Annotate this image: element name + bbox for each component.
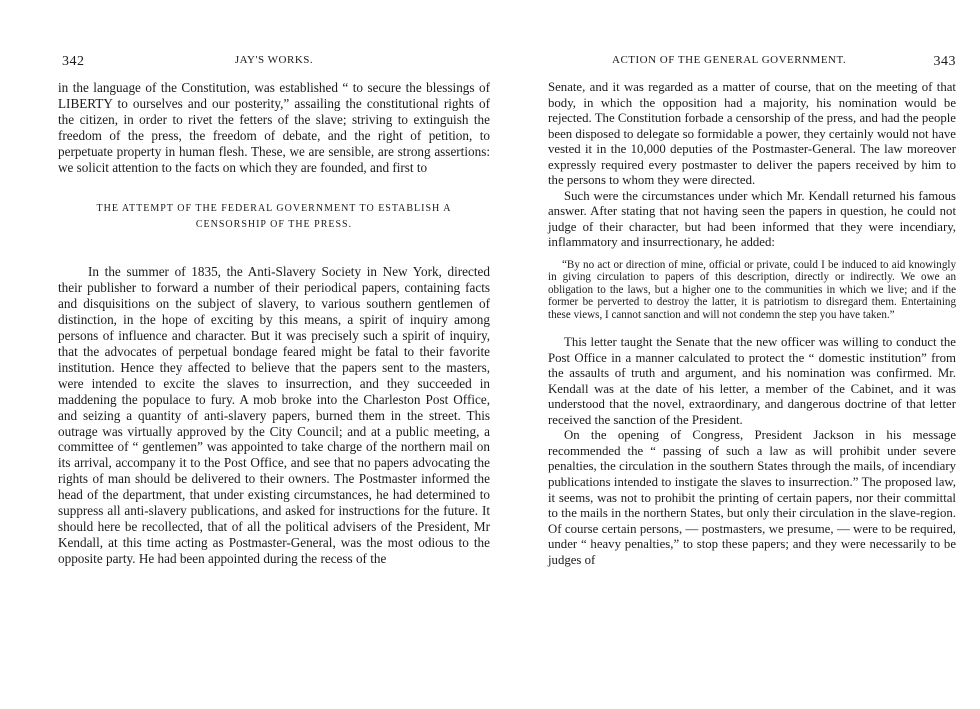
section-heading xyxy=(58,201,490,233)
paragraph-1: Senate, and it was regarded as a matter of course, that on the meeting of that body, in which the opposition had a majority, his nomination would be rejected. The Constitution forbade a censorship of the press, and had the people been disposed to delegate so formidable a power, they certainly would not have vested it in the 10,000 deputies of the Postmaster-General. The law moreover expressly required every postmaster to deliver the papers received by him to the persons to whom they were directed. xyxy=(548,80,956,188)
right-page-body xyxy=(548,80,956,568)
paragraph-3: This letter taught the Senate that the new officer was willing to conduct the Post Office in a manner calculated to protect the “ domestic institution” from the assaults of truth and argument, and his nomination was confirmed. Mr. Kendall was at the date of his letter, a member of the Cabinet, and it was understood that the novel, extraordinary, and dangerous doctrine of that letter received the sanction of the President. xyxy=(548,335,956,427)
right-page-number: 343 xyxy=(933,54,956,69)
left-page xyxy=(58,0,490,709)
intro-paragraph: in the language of the Constitution, was established “ to secure the blessings of LIBERTY to ourselves and our posterity,” assailing the constitutional rights of the citizen, in order to rivet the fetters of the slave; striving to extinguish the freedom of the press, the freedom of debate, and the right of petition, to perpetuate property in human flesh. These, we are sensible, are strong assertions: we solicit attention to the facts on which they are founded, and first to xyxy=(58,80,490,175)
right-page xyxy=(548,0,956,709)
right-running-title: ACTION OF THE GENERAL GOVERNMENT. xyxy=(612,54,847,66)
paragraph-2: Such were the circumstances under which Mr. Kendall returned his famous answer. After stating that not having seen the papers in question, he could not judge of their character, but had been informed that they were incendiary, inflammatory and insurrectionary, he added: xyxy=(548,188,956,250)
left-page-number: 342 xyxy=(62,54,85,69)
right-running-head xyxy=(548,54,956,74)
section-heading-line-2: CENSORSHIP OF THE PRESS. xyxy=(195,219,353,231)
section-paragraph: In the summer of 1835, the Anti-Slavery Society in New York, directed their publisher to forward a number of their periodical papers, containing facts and disquisitions on the subject of slavery, to various southern gentlemen of distinction, in the hope of exciting by this means, a spirit of inquiry among persons of influence and character. But it was precisely such a spirit of inquiry, that the advocates of perpetual bondage feared might be fatal to their favorite institution. Hence they affected to believe that the papers sent to the masters, were intended to excite the slaves to insurrection, and they succeeded in maddening the populace to fury. A mob broke into the Charleston Post Office, and seizing a quantity of anti-slavery papers, burned them in the street. This outrage was virtually approved by the City Council; and at a public meeting, a committee of “ gentlemen” was appointed to take charge of the northern mail on its arrival, accompany it to the Post Office, and see that no papers advocating the rights of man should be delivered to their owners. The Postmaster informed the head of the department, that under existing circumstances, he had determined to suppress all anti-slavery publications, and asked for instructions for the future. It should here be recollected, that of all the political advisers of the President, Mr Kendall, at this time acting as Postmaster-General, was the most odious to the opposite party. He had been appointed during the recess of the xyxy=(58,264,490,566)
paragraph-4: On the opening of Congress, President Jackson in his message recommended the “ passing of such a law as will prohibit under severe penalties, the circulation in the southern States through the mails, of incendiary publications intended to instigate the slaves to insurrection.” The proposed law, it seems, was not to prohibit the printing of certain papers, nor their committal to the mails in the northern States, but only their circulation in the slave-region. Of course certain persons, — postmasters, we presume, — were to be required, under “ heavy penalties,” to stop these papers; and they were necessarily to be judges of xyxy=(548,428,956,567)
section-heading-line-1: THE ATTEMPT OF THE FEDERAL GOVERNMENT TO ESTABLISH A xyxy=(96,203,452,215)
kendall-quote: “By no act or direction of mine, official or private, could I be induced to aid knowingly in giving circulation to papers of this description, directly or indirectly. We owe an obligation to the laws, but a higher one to the communities in which we live; and if the former be perverted to destroy the latter, it is patriotism to disregard them. Entertaining these views, I cannot sanction and will not condemn the step you have taken.” xyxy=(548,259,956,321)
left-page-body xyxy=(58,80,490,567)
left-running-head xyxy=(58,54,490,74)
left-running-title: JAY'S WORKS. xyxy=(234,54,314,66)
